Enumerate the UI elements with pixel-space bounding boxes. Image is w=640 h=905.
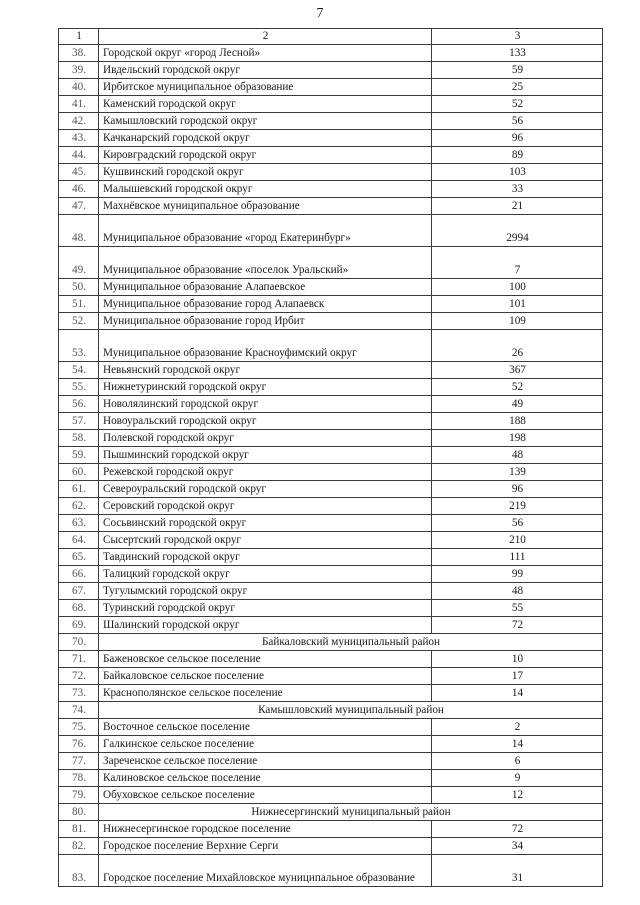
table-row — [59, 668, 603, 685]
table-row — [59, 330, 603, 362]
table-row — [59, 532, 603, 549]
municipality-name: Новоуральский городской округ — [99, 413, 432, 430]
count-value: 48 — [432, 583, 603, 600]
municipality-name: Малышевский городской округ — [99, 181, 432, 198]
table-row — [59, 753, 603, 770]
section-row — [59, 702, 603, 719]
row-number: 79. — [59, 787, 99, 804]
count-value: 72 — [432, 617, 603, 634]
row-number: 62. — [59, 498, 99, 515]
count-value: 6 — [432, 753, 603, 770]
table-header-row — [59, 29, 603, 45]
municipality-name: Городское поселение Верхние Серги — [99, 838, 432, 855]
row-number: 73. — [59, 685, 99, 702]
row-number: 81. — [59, 821, 99, 838]
section-row — [59, 804, 603, 821]
municipality-name: Муниципальное образование Алапаевское — [99, 279, 432, 296]
count-value: 25 — [432, 79, 603, 96]
row-number: 70. — [59, 634, 99, 651]
municipality-name: Байкаловское сельское поселение — [99, 668, 432, 685]
table-row — [59, 583, 603, 600]
table-row — [59, 770, 603, 787]
count-value: 17 — [432, 668, 603, 685]
section-row — [59, 634, 603, 651]
municipalities-table — [58, 28, 603, 887]
row-number: 66. — [59, 566, 99, 583]
count-value: 52 — [432, 379, 603, 396]
count-value: 111 — [432, 549, 603, 566]
municipality-name: Североуральский городской округ — [99, 481, 432, 498]
municipality-name: Каменский городской округ — [99, 96, 432, 113]
table-body — [59, 45, 603, 887]
table-row — [59, 685, 603, 702]
municipality-name: Махнёвское муниципальное образование — [99, 198, 432, 215]
table-row — [59, 362, 603, 379]
row-number: 43. — [59, 130, 99, 147]
row-number: 47. — [59, 198, 99, 215]
municipality-name: Талицкий городской округ — [99, 566, 432, 583]
municipality-name: Галкинское сельское поселение — [99, 736, 432, 753]
page-number: 7 — [316, 6, 324, 21]
table-row — [59, 413, 603, 430]
row-number: 71. — [59, 651, 99, 668]
municipality-name: Нижнесергинское городское поселение — [99, 821, 432, 838]
table-row — [59, 855, 603, 887]
table-row — [59, 600, 603, 617]
municipality-name: Обуховское сельское поселение — [99, 787, 432, 804]
municipality-name: Шалинский городской округ — [99, 617, 432, 634]
count-value: 99 — [432, 566, 603, 583]
table-row — [59, 279, 603, 296]
municipality-name: Камышловский городской округ — [99, 113, 432, 130]
municipality-name: Сосьвинский городской округ — [99, 515, 432, 532]
table-row — [59, 464, 603, 481]
count-value: 12 — [432, 787, 603, 804]
count-value: 109 — [432, 313, 603, 330]
header-col-2: 2 — [99, 29, 432, 45]
table-row — [59, 296, 603, 313]
row-number: 55. — [59, 379, 99, 396]
row-number: 68. — [59, 600, 99, 617]
table-row — [59, 651, 603, 668]
count-value: 367 — [432, 362, 603, 379]
municipality-name: Сысертский городской округ — [99, 532, 432, 549]
row-number: 83. — [59, 855, 99, 887]
count-value: 188 — [432, 413, 603, 430]
count-value: 133 — [432, 45, 603, 62]
count-value: 89 — [432, 147, 603, 164]
count-value: 34 — [432, 838, 603, 855]
table-row — [59, 719, 603, 736]
row-number: 74. — [59, 702, 99, 719]
table-row — [59, 549, 603, 566]
section-title: Камышловский муниципальный район — [99, 702, 603, 719]
municipality-name: Калиновское сельское поселение — [99, 770, 432, 787]
count-value: 33 — [432, 181, 603, 198]
table-row — [59, 96, 603, 113]
count-value: 100 — [432, 279, 603, 296]
count-value: 14 — [432, 736, 603, 753]
municipality-name: Кушвинский городской округ — [99, 164, 432, 181]
table-row — [59, 617, 603, 634]
municipality-name: Муниципальное образование город Алапаевск — [99, 296, 432, 313]
row-number: 69. — [59, 617, 99, 634]
count-value: 198 — [432, 430, 603, 447]
table-row — [59, 113, 603, 130]
count-value: 52 — [432, 96, 603, 113]
table-row — [59, 396, 603, 413]
header-col-3: 3 — [432, 29, 603, 45]
municipality-name: Городской округ «город Лесной» — [99, 45, 432, 62]
row-number: 67. — [59, 583, 99, 600]
municipality-name: Городское поселение Михайловское муниципальное образование — [99, 855, 432, 887]
municipality-name: Тавдинский городской округ — [99, 549, 432, 566]
table-row — [59, 313, 603, 330]
count-value: 10 — [432, 651, 603, 668]
count-value: 56 — [432, 515, 603, 532]
municipality-name: Муниципальное образование Красноуфимский округ — [99, 330, 432, 362]
row-number: 75. — [59, 719, 99, 736]
table-row — [59, 164, 603, 181]
row-number: 41. — [59, 96, 99, 113]
header-col-1: 1 — [59, 29, 99, 45]
municipality-name: Кировградский городской округ — [99, 147, 432, 164]
municipality-name: Нижнетуринский городской округ — [99, 379, 432, 396]
row-number: 52. — [59, 313, 99, 330]
count-value: 48 — [432, 447, 603, 464]
row-number: 39. — [59, 62, 99, 79]
municipality-name: Баженовское сельское поселение — [99, 651, 432, 668]
table-row — [59, 379, 603, 396]
table-row — [59, 45, 603, 62]
count-value: 14 — [432, 685, 603, 702]
municipality-name: Пышминский городской округ — [99, 447, 432, 464]
row-number: 54. — [59, 362, 99, 379]
section-title: Байкаловский муниципальный район — [99, 634, 603, 651]
row-number: 40. — [59, 79, 99, 96]
table-row — [59, 215, 603, 247]
row-number: 82. — [59, 838, 99, 855]
municipality-name: Новолялинский городской округ — [99, 396, 432, 413]
count-value: 59 — [432, 62, 603, 79]
municipality-name: Краснополянское сельское поселение — [99, 685, 432, 702]
count-value: 96 — [432, 130, 603, 147]
municipality-name: Муниципальное образование «поселок Уральский» — [99, 247, 432, 279]
municipality-name: Зареченское сельское поселение — [99, 753, 432, 770]
row-number: 80. — [59, 804, 99, 821]
municipality-name: Полевской городской округ — [99, 430, 432, 447]
count-value: 7 — [432, 247, 603, 279]
row-number: 49. — [59, 247, 99, 279]
row-number: 44. — [59, 147, 99, 164]
row-number: 72. — [59, 668, 99, 685]
count-value: 26 — [432, 330, 603, 362]
row-number: 51. — [59, 296, 99, 313]
count-value: 103 — [432, 164, 603, 181]
row-number: 58. — [59, 430, 99, 447]
row-number: 57. — [59, 413, 99, 430]
table-row — [59, 736, 603, 753]
table-row — [59, 247, 603, 279]
count-value: 219 — [432, 498, 603, 515]
municipality-name: Режевской городской округ — [99, 464, 432, 481]
table-row — [59, 838, 603, 855]
row-number: 76. — [59, 736, 99, 753]
row-number: 48. — [59, 215, 99, 247]
table-row — [59, 147, 603, 164]
municipality-name: Туринский городской округ — [99, 600, 432, 617]
table-row — [59, 62, 603, 79]
municipality-name: Тугулымский городской округ — [99, 583, 432, 600]
row-number: 53. — [59, 330, 99, 362]
municipality-name: Ирбитское муниципальное образование — [99, 79, 432, 96]
count-value: 72 — [432, 821, 603, 838]
row-number: 59. — [59, 447, 99, 464]
table-row — [59, 79, 603, 96]
municipality-name: Ивдельский городской округ — [99, 62, 432, 79]
row-number: 64. — [59, 532, 99, 549]
municipality-name: Серовский городской округ — [99, 498, 432, 515]
municipality-name: Восточное сельское поселение — [99, 719, 432, 736]
row-number: 60. — [59, 464, 99, 481]
row-number: 77. — [59, 753, 99, 770]
municipality-name: Муниципальное образование город Ирбит — [99, 313, 432, 330]
row-number: 50. — [59, 279, 99, 296]
count-value: 49 — [432, 396, 603, 413]
count-value: 96 — [432, 481, 603, 498]
count-value: 21 — [432, 198, 603, 215]
row-number: 56. — [59, 396, 99, 413]
row-number: 78. — [59, 770, 99, 787]
table-row — [59, 566, 603, 583]
count-value: 210 — [432, 532, 603, 549]
municipality-name: Невьянский городской округ — [99, 362, 432, 379]
row-number: 45. — [59, 164, 99, 181]
section-title: Нижнесергинский муниципальный район — [99, 804, 603, 821]
table-row — [59, 430, 603, 447]
row-number: 38. — [59, 45, 99, 62]
table-row — [59, 787, 603, 804]
row-number: 42. — [59, 113, 99, 130]
row-number: 63. — [59, 515, 99, 532]
table-row — [59, 498, 603, 515]
table-row — [59, 181, 603, 198]
row-number: 65. — [59, 549, 99, 566]
count-value: 139 — [432, 464, 603, 481]
row-number: 61. — [59, 481, 99, 498]
municipality-name: Качканарский городской округ — [99, 130, 432, 147]
count-value: 56 — [432, 113, 603, 130]
municipality-name: Муниципальное образование «город Екатеринбург» — [99, 215, 432, 247]
table-row — [59, 130, 603, 147]
table-row — [59, 481, 603, 498]
count-value: 55 — [432, 600, 603, 617]
count-value: 2 — [432, 719, 603, 736]
count-value: 9 — [432, 770, 603, 787]
table-row — [59, 447, 603, 464]
table-row — [59, 515, 603, 532]
count-value: 31 — [432, 855, 603, 887]
table-row — [59, 821, 603, 838]
row-number: 46. — [59, 181, 99, 198]
table-row — [59, 198, 603, 215]
count-value: 2994 — [432, 215, 603, 247]
count-value: 101 — [432, 296, 603, 313]
